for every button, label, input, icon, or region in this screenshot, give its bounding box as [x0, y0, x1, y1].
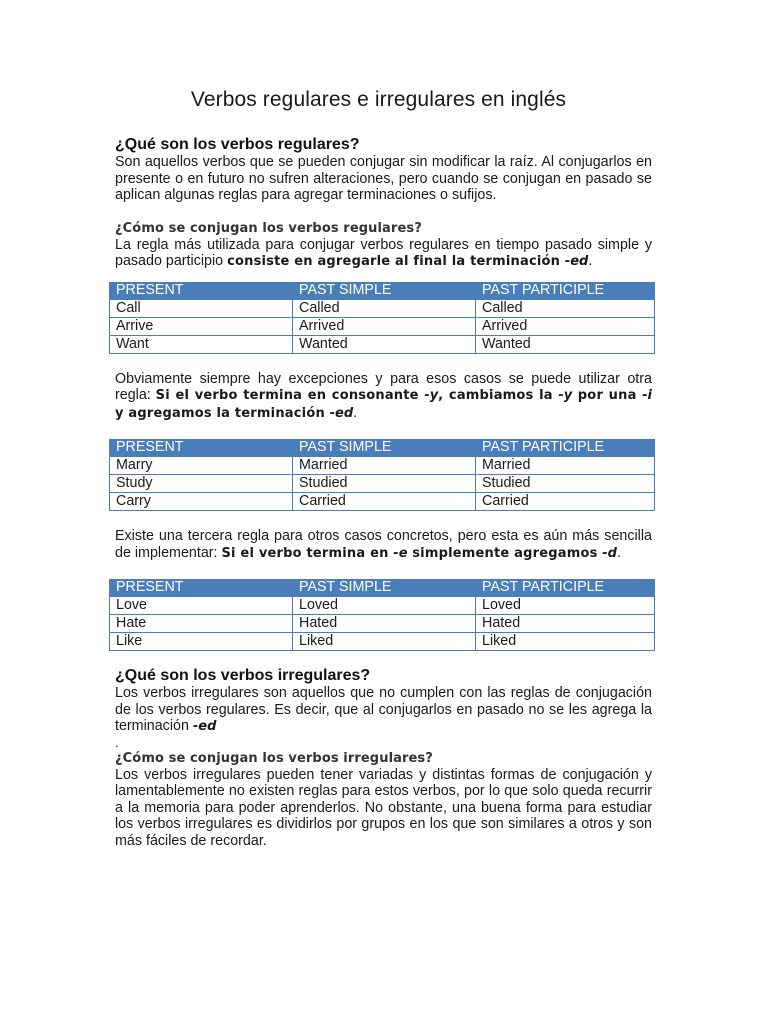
body-text-bold: consiste en agregarle al final la terminación — [227, 254, 565, 269]
header-past-simple: PAST SIMPLE — [293, 439, 476, 457]
table-row — [110, 633, 655, 651]
stray-period: . — [115, 734, 119, 750]
body-text-bold: Si el verbo termina en consonante — [155, 388, 425, 403]
table-cell: Marry — [110, 457, 293, 475]
page-title: Verbos regulares e irregulares en inglés — [190, 88, 567, 111]
header-past-participle: PAST PARTICIPLE — [476, 282, 655, 300]
table-cell: Hated — [293, 615, 476, 633]
table-cell: Wanted — [476, 335, 655, 353]
section-body-irregular-what — [115, 685, 652, 736]
verb-table-1 — [109, 282, 655, 354]
header-past-participle: PAST PARTICIPLE — [476, 579, 655, 597]
section-body-regular-what: Son aquellos verbos que se pueden conjugar sin modificar la raíz. Al conjugarlos en presente o en futuro no sufren alteraciones, pero cuando se conjugan en pasado se aplican algunas reglas para agregar terminaciones o sufijos. — [115, 154, 652, 203]
table-cell: Arrived — [476, 317, 655, 335]
table-cell: Carry — [110, 493, 293, 511]
body-text: Obviamente siempre hay excepciones y para esos casos se puede utilizar otra regla: — [115, 370, 652, 403]
table-header-row — [110, 282, 655, 300]
header-present: PRESENT — [110, 579, 293, 597]
body-text-bold: , cambiamos la — [438, 388, 559, 403]
table-cell: Called — [293, 299, 476, 317]
table-cell: Study — [110, 475, 293, 493]
table-cell: Loved — [293, 597, 476, 615]
header-past-simple: PAST SIMPLE — [293, 579, 476, 597]
table-row — [110, 335, 655, 353]
body-text-bold-italic: -y — [558, 388, 573, 403]
body-text-bold-italic: -ed — [564, 254, 589, 269]
section-heading-irregular-how: ¿Cómo se conjugan los verbos irregulares? — [115, 750, 433, 766]
table-row — [110, 493, 655, 511]
document-content — [115, 88, 652, 849]
table-cell: Studied — [476, 475, 655, 493]
body-text-bold-italic: -ed — [192, 719, 217, 734]
table-cell: Call — [110, 299, 293, 317]
table-cell: Married — [293, 457, 476, 475]
header-present: PRESENT — [110, 282, 293, 300]
body-text: . — [616, 544, 621, 561]
body-text-bold: por una — [572, 388, 643, 403]
table-cell: Hated — [476, 615, 655, 633]
paragraph-rule-e — [115, 528, 652, 562]
header-past-simple: PAST SIMPLE — [293, 282, 476, 300]
table-cell: Studied — [293, 475, 476, 493]
section-heading-irregular-what: ¿Qué son los verbos irregulares? — [115, 667, 371, 684]
header-past-participle: PAST PARTICIPLE — [476, 439, 655, 457]
body-text-bold: Si el verbo termina en — [221, 545, 394, 561]
table-row — [110, 317, 655, 335]
table-cell: Want — [110, 335, 293, 353]
verb-table-2 — [109, 439, 655, 511]
table-row — [110, 457, 655, 475]
verb-table-3 — [109, 579, 655, 651]
table-cell: Like — [110, 633, 293, 651]
body-text-bold: simplemente agregamos — [407, 545, 603, 561]
body-text: Existe una tercera regla para otros casos concretos, pero esta es aún más sencilla de implementar: — [115, 528, 652, 561]
table-row — [110, 299, 655, 317]
body-text-bold-italic: -ed — [329, 405, 354, 421]
table-cell: Carried — [293, 493, 476, 511]
body-text-bold: y agregamos la terminación — [115, 405, 330, 421]
section-heading-regular-what: ¿Qué son los verbos regulares? — [115, 136, 360, 153]
table-cell: Love — [110, 597, 293, 615]
body-text: Los verbos irregulares son aquellos que no cumplen con las reglas de conjugación de los verbos regulares. Es decir, que al conjugarlos en pasado no se les agrega la terminación — [115, 685, 652, 734]
section-body-regular-how — [115, 237, 652, 271]
table-row — [110, 475, 655, 493]
body-text: . — [353, 404, 358, 421]
table-cell: Wanted — [293, 335, 476, 353]
table-header-row — [110, 439, 655, 457]
table-cell: Called — [476, 299, 655, 317]
table-cell: Arrive — [110, 317, 293, 335]
header-present: PRESENT — [110, 439, 293, 457]
table-cell: Liked — [476, 633, 655, 651]
table-cell: Carried — [476, 493, 655, 511]
section-body-irregular-how: Los verbos irregulares pueden tener variadas y distintas formas de conjugación y lamentablemente no existen reglas para estos verbos, por lo que solo queda recurrir a la memoria para poder aprenderlos. No obstante, una buena forma para estudiar los verbos irregulares es dividirlos por grupos en los que son similares a otros y son más fáciles de recordar. — [115, 766, 652, 849]
table-row — [110, 597, 655, 615]
table-cell: Arrived — [293, 317, 476, 335]
body-text: . — [588, 253, 593, 269]
table-cell: Loved — [476, 597, 655, 615]
table-header-row — [110, 579, 655, 597]
section-heading-regular-how: ¿Cómo se conjugan los verbos regulares? — [115, 220, 422, 236]
body-text-bold-italic: -e — [393, 545, 408, 561]
body-text-bold-italic: -d — [602, 545, 617, 561]
body-text-bold-italic: -i — [642, 388, 652, 403]
table-cell: Liked — [293, 633, 476, 651]
table-cell: Married — [476, 457, 655, 475]
body-text: La regla más utilizada para conjugar verbos regulares en tiempo pasado simple y pasado participio — [115, 236, 652, 269]
body-text-bold-italic: -y — [424, 388, 439, 403]
table-row — [110, 615, 655, 633]
paragraph-exception-y — [115, 371, 652, 423]
table-cell: Hate — [110, 615, 293, 633]
